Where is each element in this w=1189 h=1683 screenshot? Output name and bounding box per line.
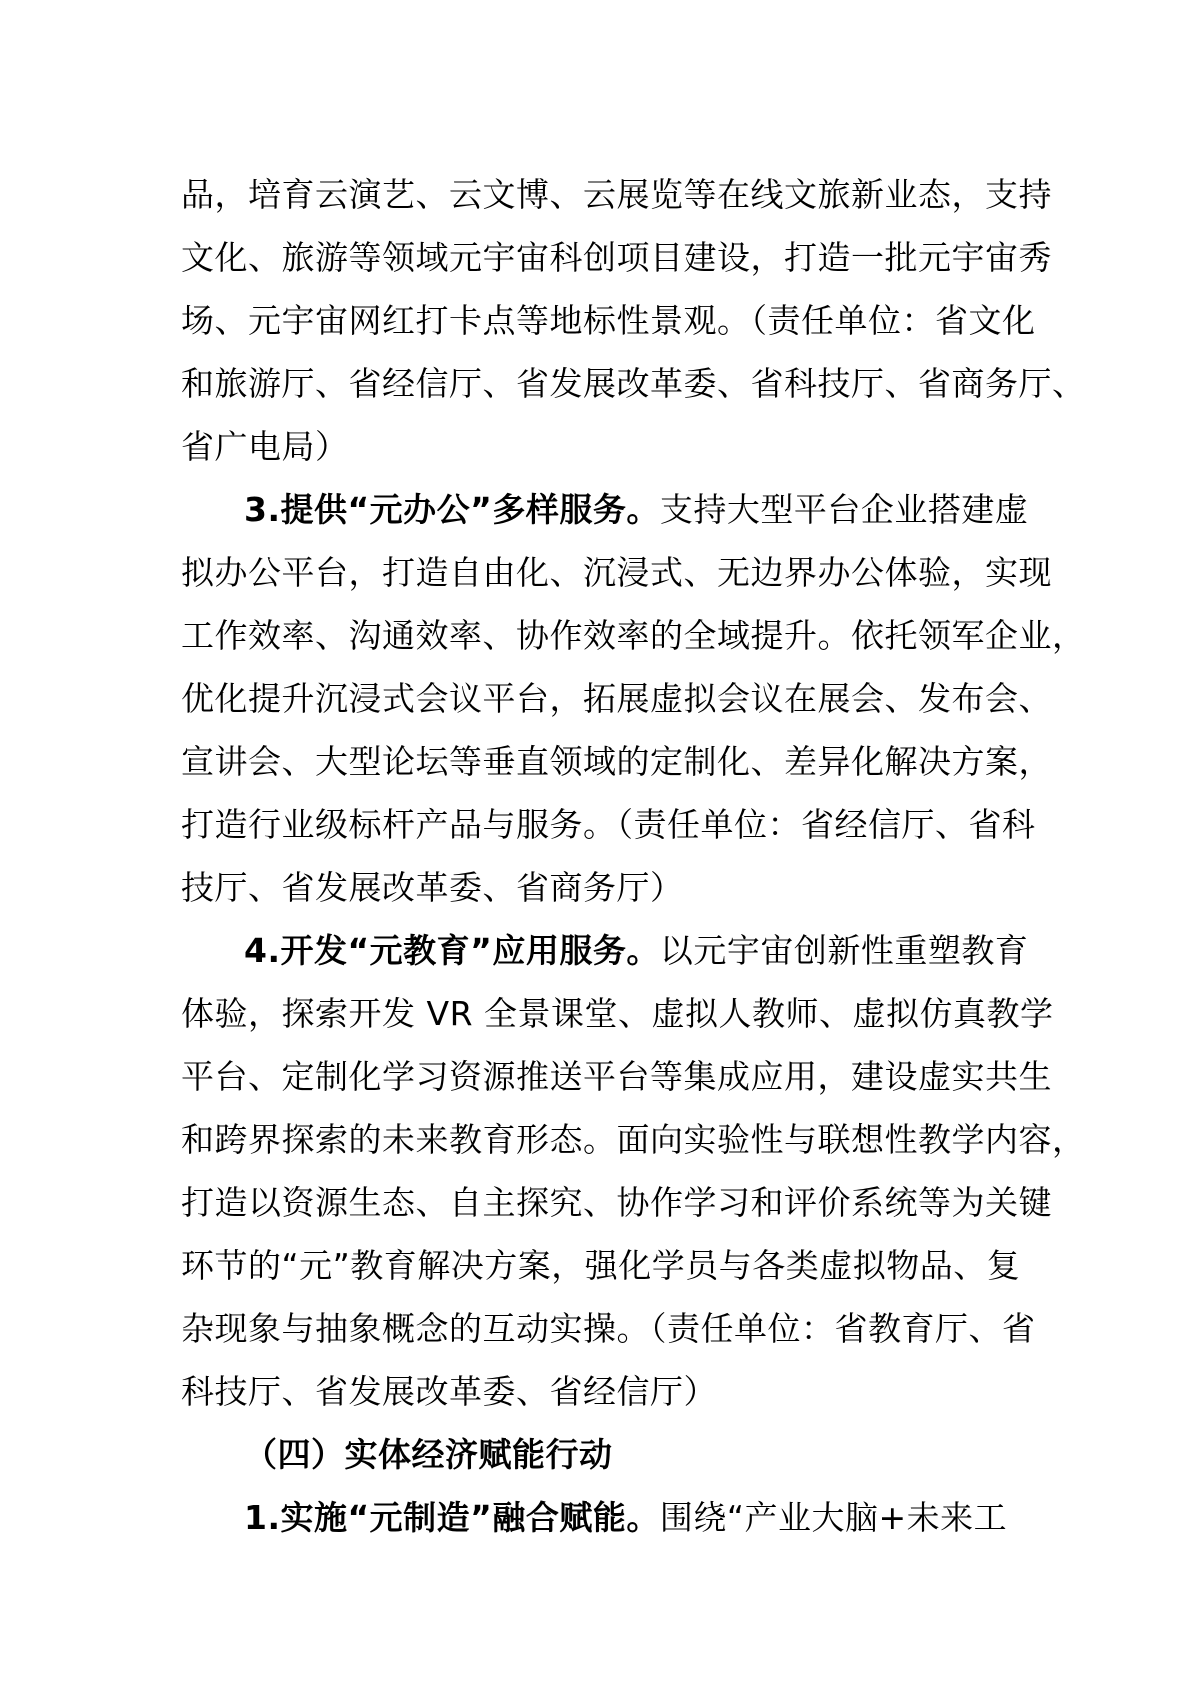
paragraph-line xyxy=(181,919,1041,982)
paragraph-line: 杂现象与抽象概念的互动实操。（责任单位：省教育厅、省 xyxy=(181,1309,1036,1348)
item-text: 支持大型平台企业搭建虚 xyxy=(659,490,1029,529)
paragraph-line: 品，培育云演艺、云文博、云展览等在线文旅新业态，支持 xyxy=(181,175,1052,214)
document-body xyxy=(181,163,1086,1549)
paragraph-line: 和跨界探索的未来教育形态。面向实验性与联想性教学内容， xyxy=(181,1120,1086,1159)
item-heading: 3.提供“元办公”多样服务。 xyxy=(244,490,660,529)
paragraph-line: 体验，探索开发 VR 全景课堂、虚拟人教师、虚拟仿真教学 xyxy=(181,994,1054,1033)
paragraph-line xyxy=(181,1486,1041,1549)
paragraph-line: 宣讲会、大型论坛等垂直领域的定制化、差异化解决方案， xyxy=(181,742,1052,781)
section-heading: （四）实体经济赋能行动 xyxy=(244,1435,613,1474)
paragraph-line: 省广电局） xyxy=(181,427,349,466)
item-heading: 1.实施“元制造”融合赋能。 xyxy=(244,1498,660,1537)
paragraph-line: 打造行业级标杆产品与服务。（责任单位：省经信厅、省科 xyxy=(181,805,1036,844)
item-heading: 4.开发“元教育”应用服务。 xyxy=(244,931,660,970)
paragraph-line: 平台、定制化学习资源推送平台等集成应用，建设虚实共生 xyxy=(181,1057,1052,1096)
paragraph-line xyxy=(181,478,1041,541)
paragraph-line: 打造以资源生态、自主探究、协作学习和评价系统等为关键 xyxy=(181,1183,1052,1222)
item-text: 以元宇宙创新性重塑教育 xyxy=(659,931,1029,970)
paragraph-line: 环节的“元”教育解决方案，强化学员与各类虚拟物品、复 xyxy=(181,1246,1021,1285)
paragraph-line: 场、元宇宙网红打卡点等地标性景观。（责任单位：省文化 xyxy=(181,301,1036,340)
paragraph-line: 优化提升沉浸式会议平台，拓展虚拟会议在展会、发布会、 xyxy=(181,679,1052,718)
paragraph-line: 文化、旅游等领域元宇宙科创项目建设，打造一批元宇宙秀 xyxy=(181,238,1052,277)
paragraph-line: 技厅、省发展改革委、省商务厅） xyxy=(181,868,684,907)
paragraph-line: 和旅游厅、省经信厅、省发展改革委、省科技厅、省商务厅、 xyxy=(181,364,1086,403)
item-text: 围绕“产业大脑+未来工 xyxy=(659,1498,1008,1537)
paragraph-line: 工作效率、沟通效率、协作效率的全域提升。依托领军企业， xyxy=(181,616,1086,655)
paragraph-line: 拟办公平台，打造自由化、沉浸式、无边界办公体验，实现 xyxy=(181,553,1052,592)
paragraph-line: 科技厅、省发展改革委、省经信厅） xyxy=(181,1372,717,1411)
